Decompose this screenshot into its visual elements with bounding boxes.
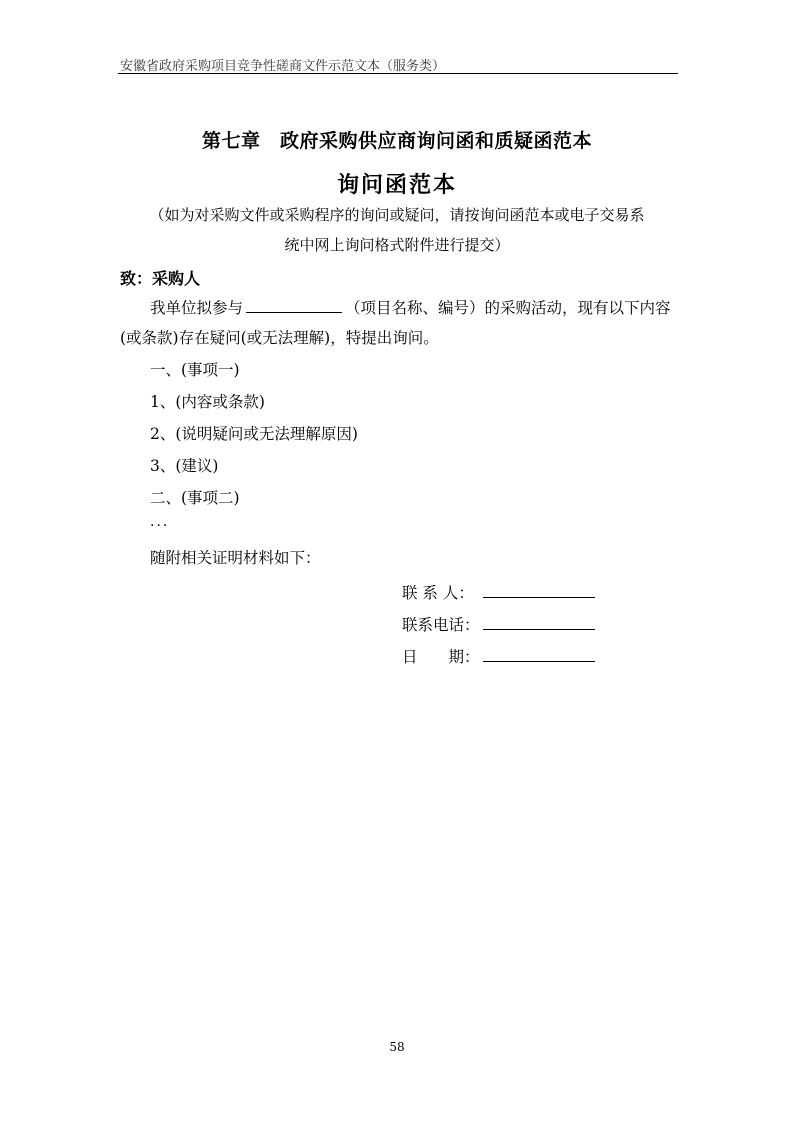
body-paragraph-line-2: (或条款)存在疑问(或无法理解)，特提出询问。 — [120, 329, 439, 347]
list-item: 1、(内容或条款) — [150, 393, 265, 411]
body-paragraph-line-1 — [150, 296, 671, 318]
document-title: 询问函范本 — [336, 172, 457, 198]
ellipsis: ... — [150, 514, 170, 530]
body-text-after-blank: （项目名称、编号）的采购活动，现有以下内容 — [345, 299, 671, 317]
list-item: 二、(事项二) — [150, 489, 240, 507]
contact-phone-label: 联系电话： — [402, 616, 480, 634]
instruction-note-line-1: （如为对采购文件或采购程序的询问或疑问，请按询问函范本或电子交易系 — [149, 206, 645, 224]
list-item: 2、(说明疑问或无法理解原因) — [150, 425, 358, 443]
instruction-note-line-2: 统中网上询问格式附件进行提交） — [284, 236, 510, 254]
addressee: 致：采购人 — [120, 269, 201, 288]
header-rule — [118, 73, 678, 74]
list-item: 3、(建议) — [150, 457, 219, 475]
body-text-before-blank: 我单位拟参与 — [150, 299, 244, 317]
date-label: 日 期： — [402, 648, 480, 666]
chapter-title: 第七章 政府采购供应商询问函和质疑函范本 — [201, 130, 592, 152]
contact-phone-blank[interactable] — [483, 629, 595, 630]
date-blank[interactable] — [483, 661, 595, 662]
contact-person-blank[interactable] — [483, 597, 595, 598]
contact-person-label: 联 系 人： — [402, 584, 474, 602]
project-name-blank[interactable] — [246, 298, 342, 313]
page-number: 58 — [389, 1040, 405, 1054]
attachments-line: 随附相关证明材料如下： — [150, 549, 321, 567]
running-header: 安徽省政府采购项目竞争性磋商文件示范文本（服务类） — [120, 59, 446, 74]
list-item: 一、(事项一) — [150, 361, 240, 379]
